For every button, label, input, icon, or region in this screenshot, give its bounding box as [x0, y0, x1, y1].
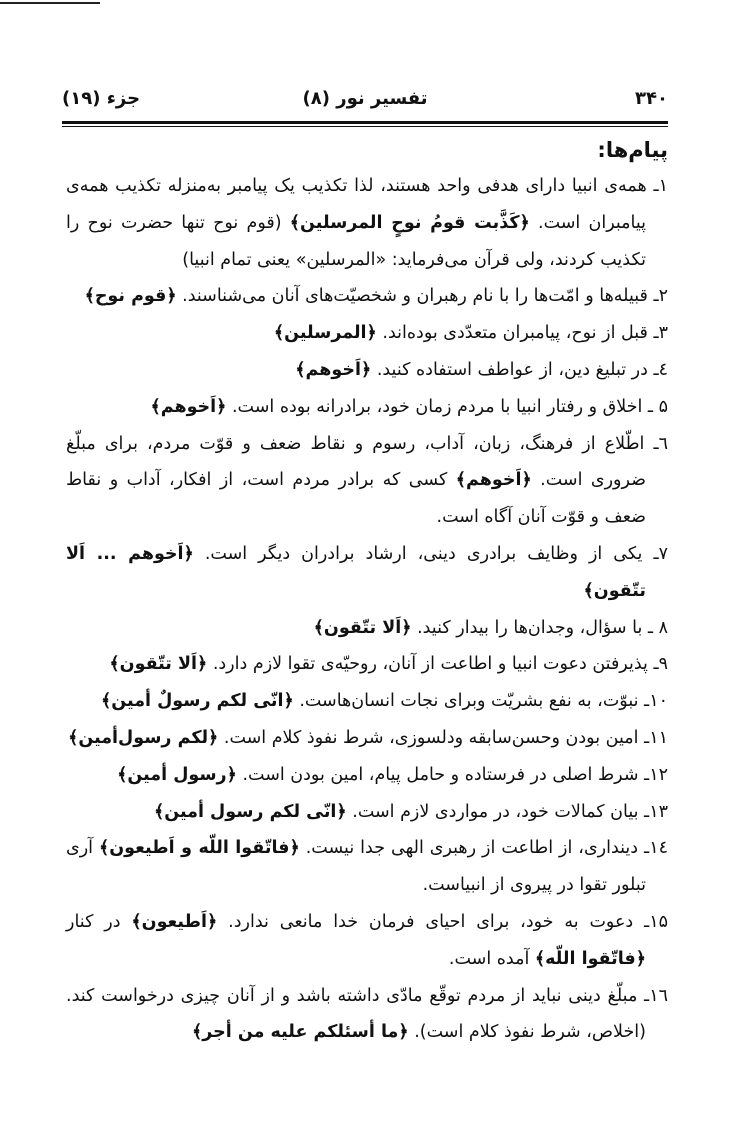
item-text: ۱۰ـ نبوّت، به نفع بشریّت وبرای نجات انسان‌هاست. — [293, 691, 668, 712]
item-text: ۱ـ همه‌ی انبیا دارای هدفی واحد هستند، لذا تکذیب یک پیامبر به‌منزله تکذیب همه‌ی پیامبران است. — [66, 176, 668, 233]
quran-verse: ﴿انّی لکم رسول أمین﴾ — [153, 801, 347, 822]
item-text: ۳ـ قبل از نوح، پیامبران متعدّدی بوده‌اند. — [376, 323, 668, 344]
quran-verse: ﴿اَخوهم﴾ — [295, 359, 372, 380]
quran-verse: ﴿اَلا تتّقون﴾ — [313, 617, 412, 638]
list-item — [66, 536, 668, 610]
juz-label: جزء (۱۹) — [62, 88, 141, 109]
item-text: ۲ـ قبیله‌ها و امّت‌ها را با نام رهبران و شخصیّت‌های آنان می‌شناسند. — [176, 286, 668, 307]
header-rule-thin — [62, 126, 668, 127]
scan-edge-line — [0, 2, 100, 4]
list-item — [66, 278, 668, 315]
item-text: ۱۵ـ دعوت به خود، برای احیای فرمان خدا مانعی ندارد. — [217, 911, 668, 932]
list-item — [66, 720, 668, 757]
list-item — [66, 757, 668, 794]
quran-verse: ﴿فاتّقوا اللّه﴾ — [534, 948, 646, 969]
list-item — [66, 904, 668, 978]
list-item — [66, 352, 668, 389]
list-item — [66, 830, 668, 904]
messages-list — [66, 168, 668, 1051]
quran-verse: ﴿اَخوهم ... اَلا تتّقون﴾ — [66, 543, 646, 601]
quran-verse: ﴿اَلا تتّقون﴾ — [109, 654, 208, 675]
item-text: ۸ ـ با سؤال، وجدان‌ها را بیدار کنید. — [411, 617, 668, 638]
list-item — [66, 794, 668, 831]
quran-verse: ﴿کَذَّبت قومُ نوحٍ المرسلین﴾ — [289, 212, 530, 233]
item-text: ۵ ـ اخلاق و رفتار انبیا با مردم زمان خود، برادرانه بوده است. — [226, 396, 668, 417]
list-item — [66, 389, 668, 426]
quran-verse: ﴿المرسلین﴾ — [273, 323, 377, 344]
item-text: ۱۲ـ شرط اصلی در فرستاده و حامل پیام، امین بودن است. — [236, 764, 668, 785]
item-text: ١٦ـ مبلّغ دینی نباید از مردم توقّع مادّی داشته باشد و از آنان چیزی درخواست کند. (اخلاص، شرط نفوذ کلام است). — [66, 985, 668, 1043]
quran-verse: ﴿انّی لکم رسولٌ أمین﴾ — [101, 691, 294, 712]
quran-verse: ﴿فاتّقوا اللّه و اَطیعون﴾ — [98, 838, 300, 859]
page-body — [66, 132, 668, 1051]
section-title: پیام‌ها: — [597, 138, 668, 162]
page-number: ۳۴۰ — [635, 88, 668, 109]
list-item — [66, 683, 668, 720]
quran-verse: ﴿اَخوهم﴾ — [150, 396, 227, 417]
list-item — [66, 646, 668, 683]
quran-verse: ﴿رسول أمین﴾ — [117, 764, 237, 785]
item-text: ۱۳ـ بیان کمالات خود، در مواردی لازم است. — [346, 801, 668, 822]
item-text: در کنار — [66, 911, 132, 932]
book-title: تفسیر نور (۸) — [302, 88, 428, 109]
item-text: آمده است. — [448, 948, 535, 969]
item-text: کسی که برادر مردم است، از افکار، آداب و نقاط ضعف و قوّت آنان آگاه است. — [66, 470, 646, 528]
item-text: ۷ـ یکی از وظایف برادری دینی، ارشاد برادران دیگر است. — [193, 543, 668, 564]
page-header — [62, 88, 668, 118]
item-text: ٤ـ در تبلیغ دین، از عواطف استفاده کنید. — [371, 359, 668, 380]
list-item — [66, 426, 668, 536]
list-item — [66, 978, 668, 1052]
item-text: (قوم نوح تنها حضرت نوح را تکذیب کردند، ولی قرآن می‌فرماید: «المرسلین» یعنی تمام انبیا) — [66, 212, 646, 270]
quran-verse: ﴿قوم نوح﴾ — [84, 286, 177, 307]
quran-verse: ﴿لکم رسول‌أمین﴾ — [68, 727, 219, 748]
item-text: ۹ـ پذیرفتن دعوت انبیا و اطاعت از آنان، روحیّه‌ی تقوا لازم دارد. — [207, 654, 668, 675]
item-text: ۱۱ـ امین بودن وحسن‌سابقه ودلسوزی، شرط نفوذ کلام است. — [218, 727, 668, 748]
header-rule-thick — [62, 121, 668, 124]
item-text: ٦ـ اطّلاع از فرهنگ، زبان، آداب، رسوم و نقاط ضعف و قوّت مردم، برای مبلّغ ضروری است. — [66, 433, 668, 491]
item-text: آری تبلور تقوا در پیروی از انبیاست. — [66, 838, 646, 896]
quran-verse: ﴿ما أسئلکم علیه من أجر﴾ — [192, 1022, 409, 1043]
list-item — [66, 315, 668, 352]
list-item — [66, 610, 668, 647]
quran-verse: ﴿اَخوهم﴾ — [455, 470, 532, 491]
item-text: ١٤ـ دینداری، از اطاعت از رهبری الهی جدا نیست. — [299, 838, 668, 859]
list-item — [66, 168, 668, 278]
quran-verse: ﴿اَطیعون﴾ — [131, 911, 218, 932]
